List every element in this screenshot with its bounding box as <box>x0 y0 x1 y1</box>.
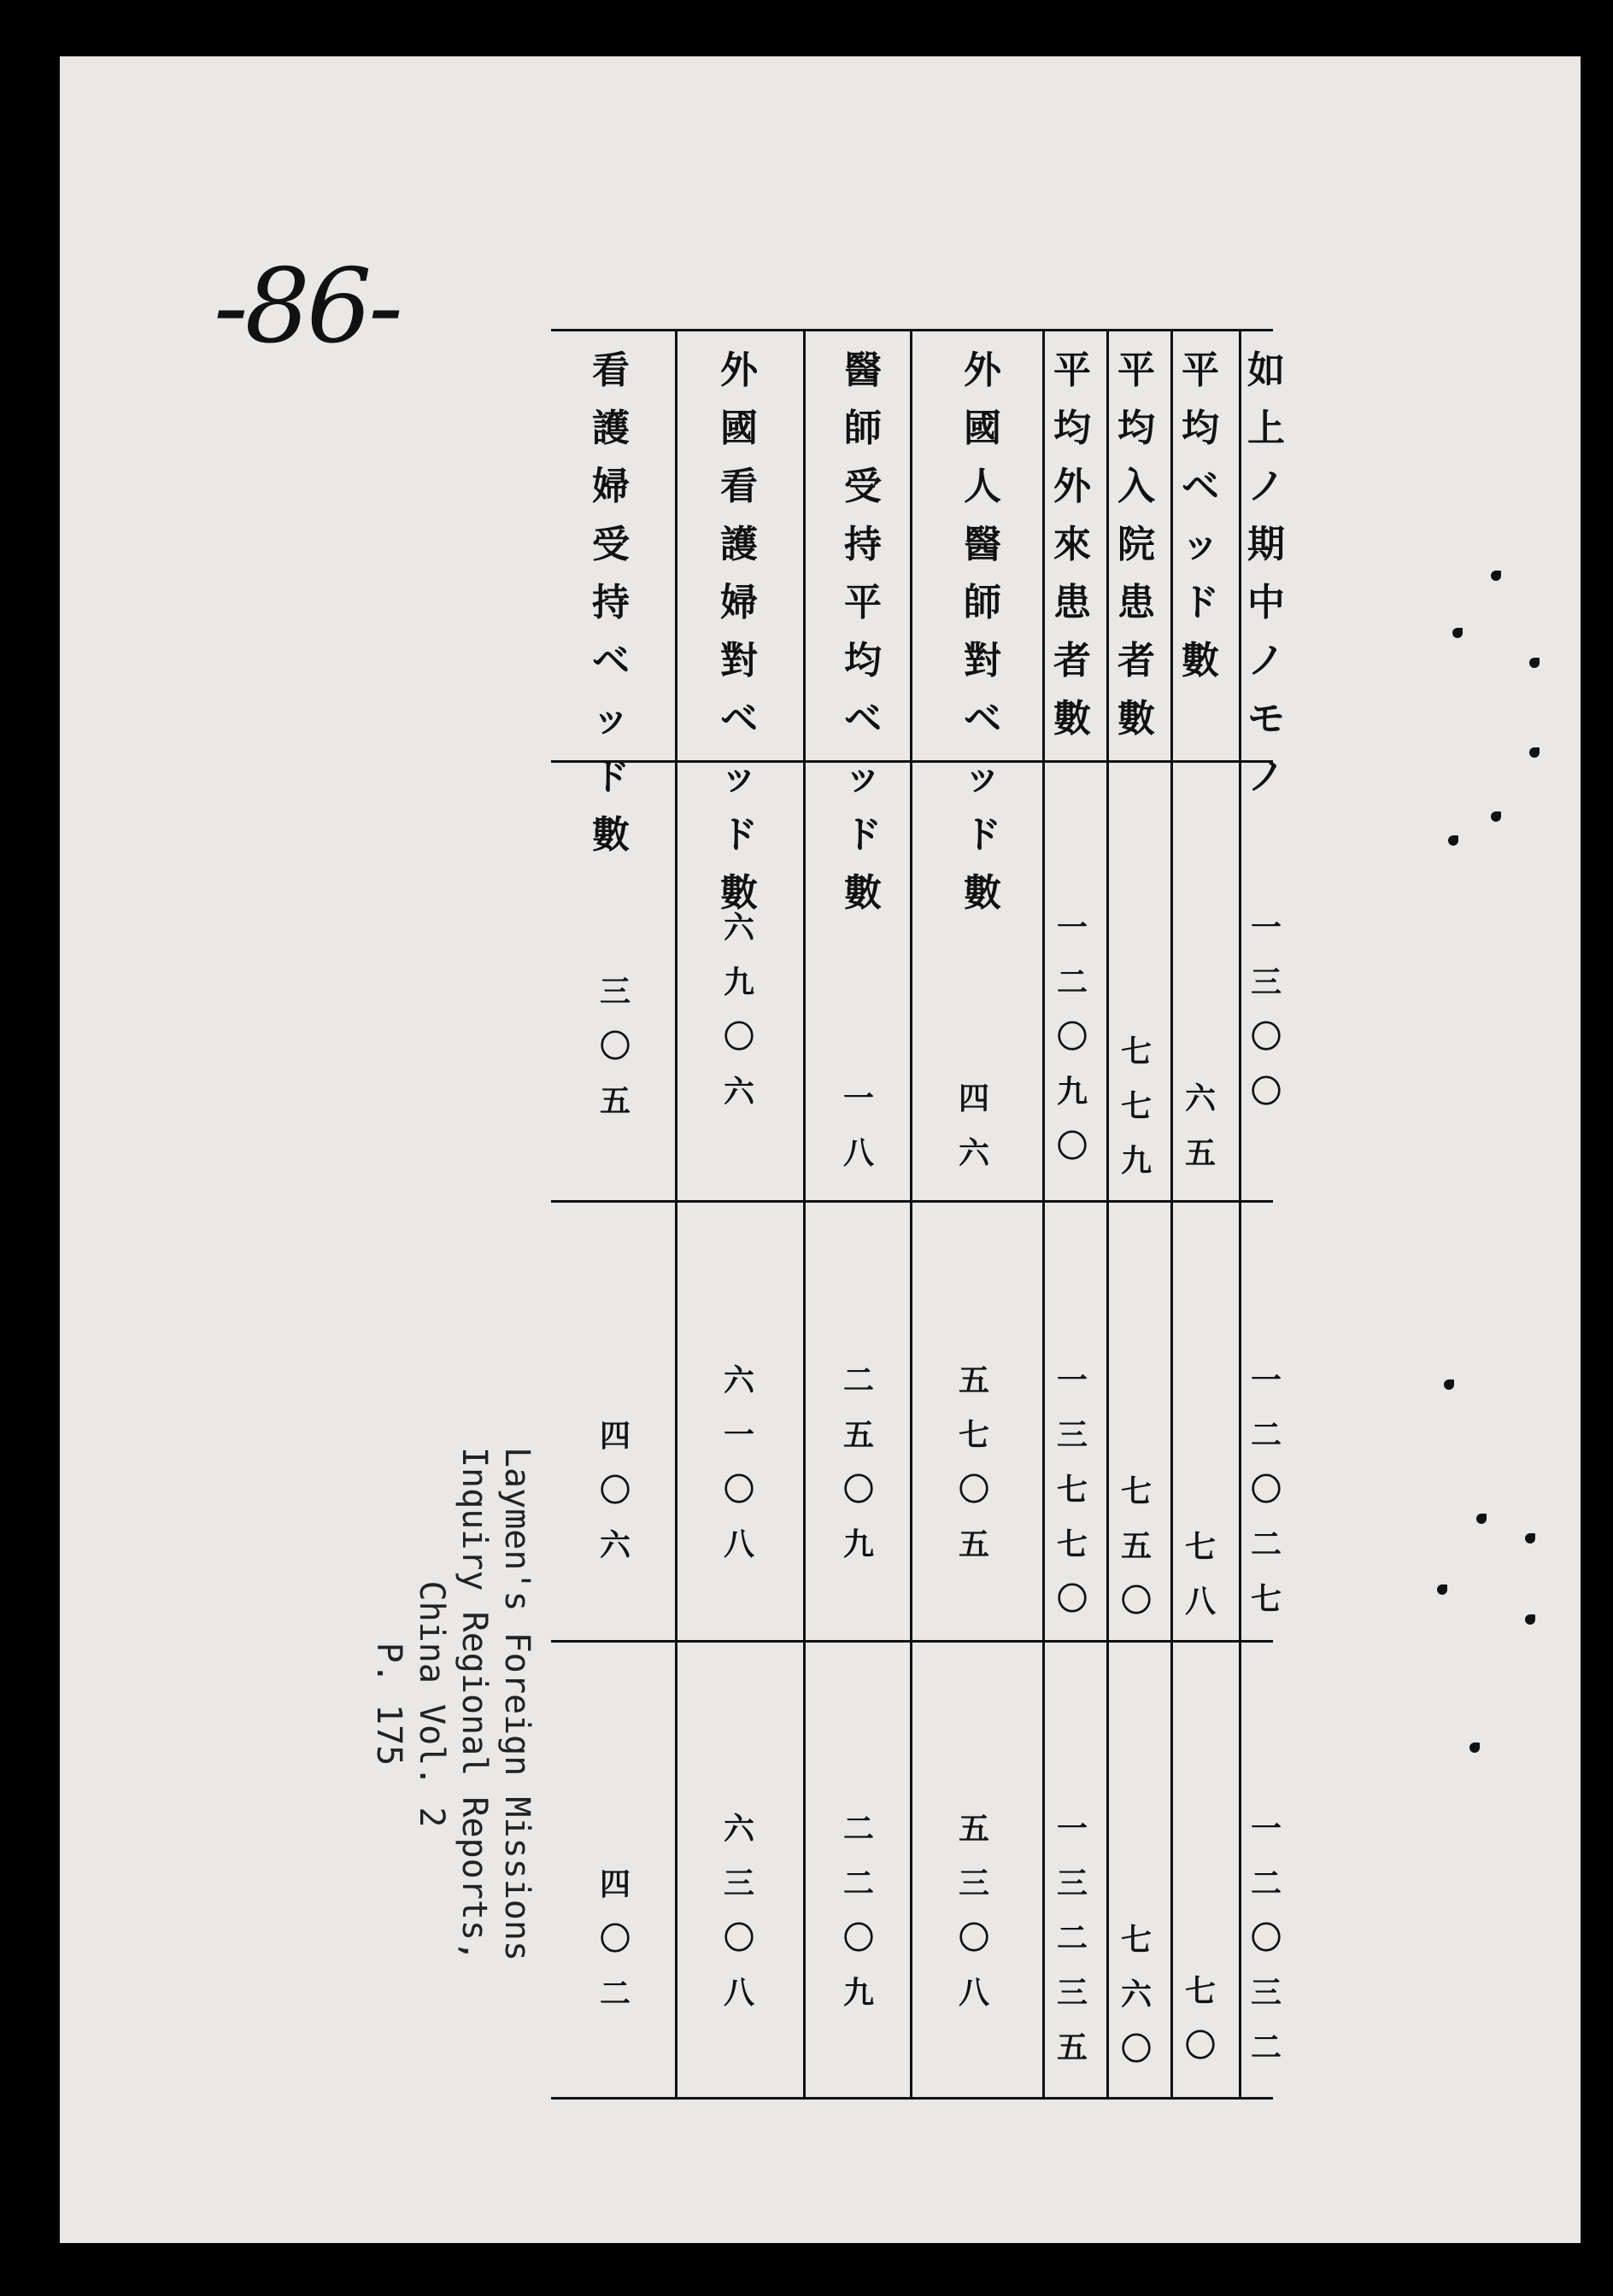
header-nurse-beds <box>564 342 658 864</box>
header-avg-outpatients <box>1047 342 1098 748</box>
column-rule <box>910 329 912 2097</box>
header-text: 如 上 ノ 期 中 ノ モ ノ <box>1247 348 1285 799</box>
table-cell: 四 〇 六 <box>599 1419 631 1563</box>
scan-speck <box>1437 1584 1447 1595</box>
table-cell: 六 五 <box>1184 1081 1216 1171</box>
table-cell: 七 五 〇 <box>1120 1474 1152 1619</box>
scan-speck <box>1491 571 1501 581</box>
column-rule <box>1042 329 1045 2097</box>
table-cell: 一 八 <box>842 1081 874 1171</box>
table-cell: 四 〇 二 <box>599 1867 631 2012</box>
scan-speck <box>1529 658 1540 668</box>
header-text: 平 均 ベ ッ ド 數 <box>1182 348 1219 682</box>
scan-speck <box>1529 747 1540 758</box>
table-cell: 一 三 〇 〇 <box>1250 911 1282 1110</box>
table-cell: 六 九 〇 六 <box>723 911 754 1110</box>
header-text: 外 國 人 醫 師 對 ベ ッ ド 數 <box>964 348 1001 915</box>
table-cell: 七 七 九 <box>1120 1034 1152 1179</box>
scan-speck <box>1476 1514 1487 1524</box>
table-cell: 一 三 七 七 〇 <box>1056 1363 1088 1617</box>
table-cell: 六 三 〇 八 <box>723 1812 754 2011</box>
table-cell: 七 六 〇 <box>1120 1923 1152 2067</box>
header-avg-inpatients <box>1111 342 1162 748</box>
scan-speck <box>1448 835 1458 846</box>
scan-speck <box>1525 1533 1535 1543</box>
table-bottom-rule <box>551 2097 1273 2100</box>
header-text: 外 國 看 護 婦 對 ベ ッ ド 數 <box>720 348 758 915</box>
table-cell: 一 二 〇 二 七 <box>1250 1363 1282 1617</box>
table-cell: 五 七 〇 五 <box>958 1363 989 1562</box>
header-text: 看 護 婦 受 持 ベ ッ ド 數 <box>592 348 630 857</box>
table-cell: 一 二 〇 九 〇 <box>1056 911 1088 1164</box>
header-text: 平 均 外 來 患 者 數 <box>1053 348 1091 741</box>
header-text: 醫 師 受 持 平 均 ベ ッ ド 數 <box>844 348 882 915</box>
header-doctor-avg-beds <box>820 342 906 922</box>
header-foreign-doctor-beds <box>940 342 1025 922</box>
header-avg-beds <box>1175 342 1226 690</box>
column-rule <box>1106 329 1109 2097</box>
table-cell: 五 三 〇 八 <box>958 1812 989 2011</box>
page-number: -86- <box>214 248 400 366</box>
table-cell: 一 三 二 三 五 <box>1056 1812 1088 2065</box>
column-rule <box>1170 329 1173 2097</box>
citation-line: Laymen's Foreign Missions <box>497 1446 537 1962</box>
citation-line: China Vol. 2 <box>412 1580 451 1828</box>
scan-speck <box>1469 1742 1480 1753</box>
table-cell: 七 〇 <box>1184 1974 1216 2064</box>
scan-speck <box>1525 1614 1535 1625</box>
column-rule <box>675 329 677 2097</box>
header-foreign-nurse-beds <box>692 342 786 922</box>
scan-speck <box>1452 628 1463 638</box>
scan-speck <box>1491 811 1501 822</box>
table-cell: 六 一 〇 八 <box>723 1363 754 1562</box>
source-citation <box>367 1273 538 2135</box>
table-cell: 七 八 <box>1184 1530 1216 1620</box>
header-text: 平 均 入 院 患 者 數 <box>1117 348 1155 741</box>
table-cell: 四 六 <box>958 1081 989 1171</box>
table-cell: 一 二 〇 三 二 <box>1250 1812 1282 2065</box>
citation-line: P. 175 <box>369 1642 408 1766</box>
citation-line: Inquiry Regional Reports, <box>455 1446 494 1962</box>
table-cell: 二 五 〇 九 <box>842 1363 874 1562</box>
table-cell: 三 〇 五 <box>599 975 631 1119</box>
scan-speck <box>1444 1379 1454 1390</box>
header-period <box>1241 342 1292 806</box>
column-rule <box>803 329 806 2097</box>
table-cell: 二 二 〇 九 <box>842 1812 874 2011</box>
